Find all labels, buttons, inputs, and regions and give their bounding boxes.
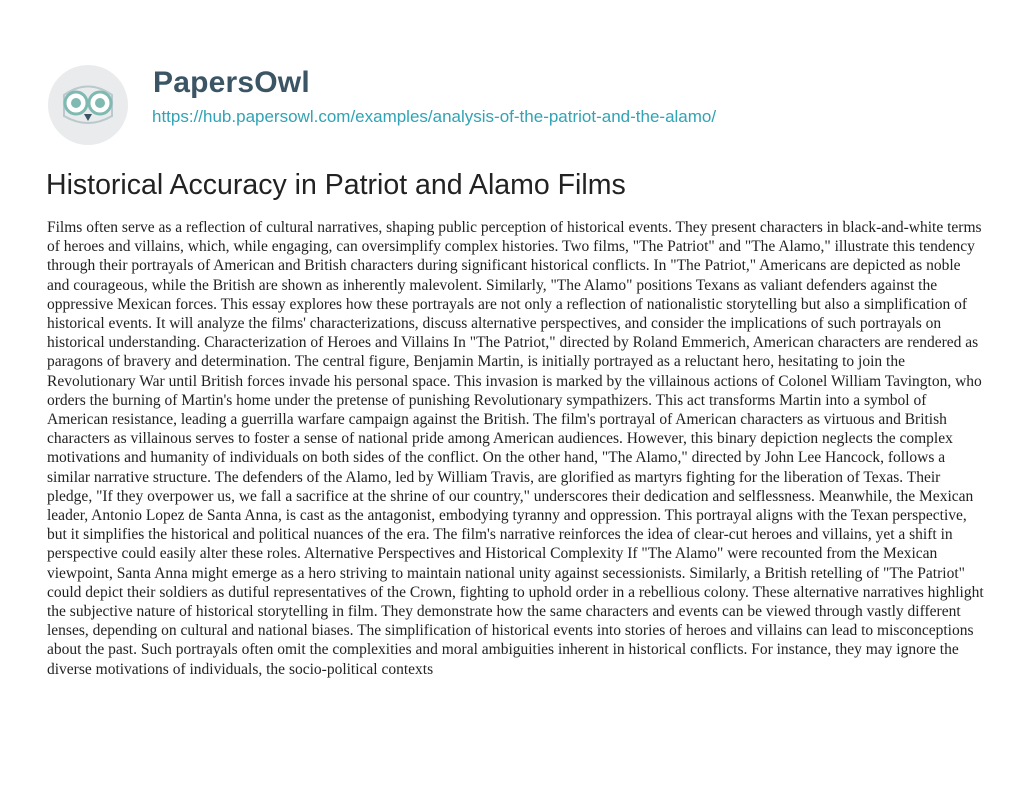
document-body: Films often serve as a reflection of cultural narratives, shaping public perception of historical events. They present characters in black-and-white terms of heroes and villains, which, while engaging, can oversimplify complex histories. Two films, "The Patriot" and "The Alamo," illustrate this tendency through their portrayals of American and British characters during significant historical conflicts. In "The Patriot," Americans are depicted as noble and courageous, while the British are shown as inherently malevolent. Similarly, "The Alamo" positions Texans as valiant defenders against the oppressive Mexican forces. This essay explores how these portrayals are not only a reflection of nationalistic storytelling but also a simplification of historical events. It will analyze the films' characterizations, discuss alternative perspectives, and consider the implications of such portrayals on historical understanding. Characterization of Heroes and Villains In "The Patriot," directed by Roland Emmerich, American characters are rendered as paragons of bravery and determination. The central figure, Benjamin Martin, is initially portrayed as a reluctant hero, hesitating to join the Revolutionary War until British forces invade his personal space. This invasion is marked by the villainous actions of Colonel William Tavington, who orders the burning of Martin's home under the pretense of punishing Revolutionary sympathizers. This act transforms Martin into a symbol of American resistance, leading a guerrilla warfare campaign against the British. The film's portrayal of American characters as virtuous and British characters as villainous serves to foster a sense of national pride among American audiences. However, this binary depiction neglects the complex motivations and humanity of individuals on both sides of the conflict. On the other hand, "The Alamo," directed by John Lee Hancock, follows a similar narrative structure. The defenders of the Alamo, led by William Travis, are glorified as martyrs fighting for the liberation of Texas. Their pledge, "If they overpower us, we fall a sacrifice at the shrine of our country," underscores their dedication and selflessness. Meanwhile, the Mexican leader, Antonio Lopez de Santa Anna, is cast as the antagonist, embodying tyranny and oppression. This portrayal aligns with the Texan perspective, but it simplifies the historical and political nuances of the era. The film's narrative reinforces the idea of clear-cut heroes and villains, yet a shift in perspective could easily alter these roles. Alternative Perspectives and Historical Complexity If "The Alamo" were recounted from the Mexican viewpoint, Santa Anna might emerge as a hero striving to maintain national unity against secessionists. Similarly, a British retelling of "The Patriot" could depict their soldiers as dutiful representatives of the Crown, fighting to uphold order in a rebellious colony. These alternative narratives highlight the subjective nature of historical storytelling in film. They demonstrate how the same characters and events can be viewed through vastly different lenses, depending on cultural and national biases. The simplification of historical events into stories of heroes and villains can lead to misconceptions about the past. Such portrayals often omit the complexities and moral ambiguities inherent in historical conflicts. For instance, they may ignore the diverse motivations of individuals, the socio-political contexts — [47, 219, 984, 678]
brand-name: PapersOwl — [153, 66, 310, 99]
owl-logo-icon — [47, 64, 129, 146]
document-title: Historical Accuracy in Patriot and Alamo Films — [46, 169, 626, 201]
site-header — [47, 64, 947, 134]
source-url-link[interactable]: https://hub.papersowl.com/examples/analysis-of-the-patriot-and-the-alamo/ — [152, 107, 717, 126]
